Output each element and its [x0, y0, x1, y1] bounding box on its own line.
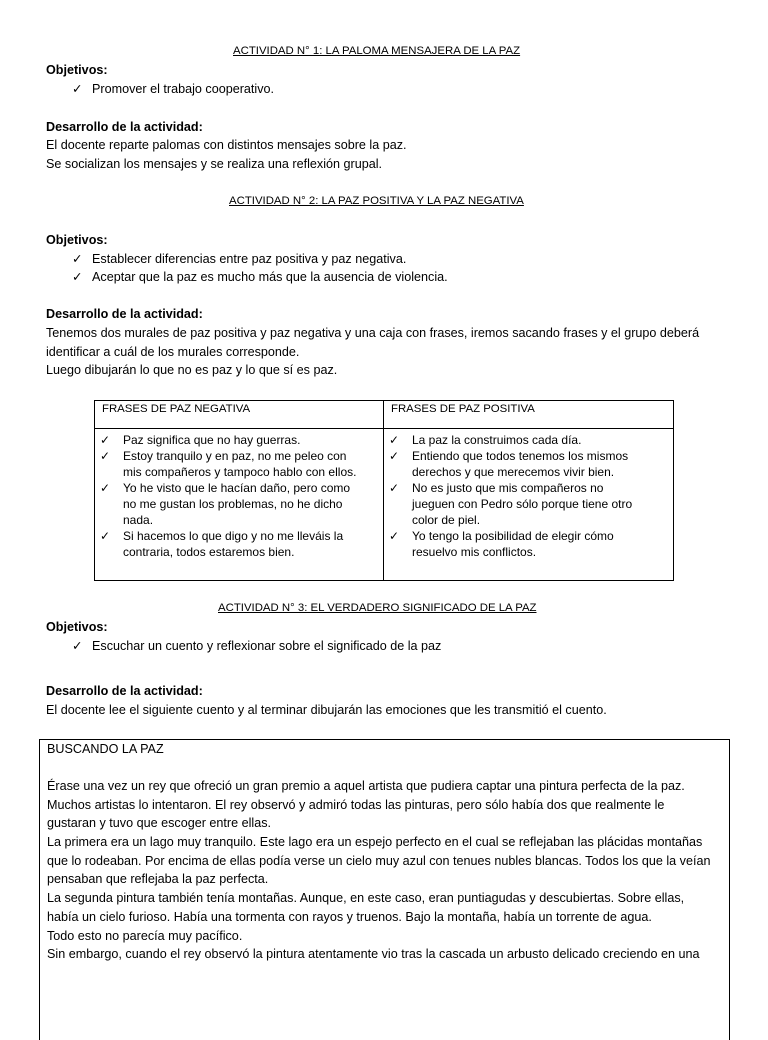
activity-3-development-line: El docente lee el siguiente cuento y al terminar dibujarán las emociones que les transmitió el cuento. — [46, 703, 607, 717]
check-icon: ✓ — [389, 449, 400, 463]
activity-1-development-line: El docente reparte palomas con distintos mensajes sobre la paz. — [46, 138, 407, 152]
activity-2-development-line: identificar a cuál de los murales corresponde. — [46, 345, 300, 359]
story-line: Sin embargo, cuando el rey observó la pintura atentamente vio tras la cascada un arbusto delicado creciendo en una — [47, 947, 700, 961]
positive-peace-cell — [384, 429, 674, 581]
story-line: había un cielo furioso. Había una tormenta con rayos y truenos. Bajo la montaña, había un torrente de agua. — [47, 910, 652, 924]
check-icon: ✓ — [72, 82, 83, 96]
positive-peace-header: FRASES DE PAZ POSITIVA — [384, 401, 674, 429]
check-icon: ✓ — [72, 639, 83, 653]
check-icon: ✓ — [100, 481, 111, 495]
negative-phrase-item: ✓ Yo he visto que le hacían daño, pero como no me gustan los problemas, no he dicho nada. — [100, 481, 351, 527]
activity-3-objectives-label: Objetivos: — [46, 620, 108, 634]
story-line: Érase una vez un rey que ofreció un gran premio a aquel artista que pudiera captar una pintura perfecta de la paz. — [47, 779, 685, 793]
activity-2-development-label: Desarrollo de la actividad: — [46, 307, 203, 321]
activity-1-objective-item: ✓ Promover el trabajo cooperativo. — [72, 82, 275, 96]
activity-2-objective-item: ✓ Aceptar que la paz es mucho más que la ausencia de violencia. — [72, 270, 448, 284]
negative-peace-header: FRASES DE PAZ NEGATIVA — [95, 401, 384, 429]
positive-phrase-item: ✓ No es justo que mis compañeros no jueguen con Pedro sólo porque tiene otro color de piel. — [389, 481, 633, 527]
activity-1-development-label: Desarrollo de la actividad: — [46, 120, 203, 134]
activity-3-development-label: Desarrollo de la actividad: — [46, 684, 203, 698]
check-icon: ✓ — [389, 529, 400, 543]
positive-phrase-item: ✓ Yo tengo la posibilidad de elegir cómo resuelvo mis conflictos. — [389, 529, 614, 559]
story-line: Muchos artistas lo intentaron. El rey observó y admiró todas las pinturas, pero sólo había dos que realmente le — [47, 798, 665, 812]
story-line: gustaran y tuvo que escoger entre ellas. — [47, 816, 272, 830]
check-icon: ✓ — [72, 252, 83, 266]
check-icon: ✓ — [100, 433, 111, 447]
activity-3-title: ACTIVIDAD N° 3: EL VERDADERO SIGNIFICADO DE LA PAZ — [218, 602, 537, 614]
activity-2-objective-item: ✓ Establecer diferencias entre paz positiva y paz negativa. — [72, 252, 407, 266]
activity-2-development-line: Tenemos dos murales de paz positiva y paz negativa y una caja con frases, iremos sacando frases y el grupo deberá — [46, 326, 700, 340]
check-icon: ✓ — [389, 481, 400, 495]
activity-1-title: ACTIVIDAD N° 1: LA PALOMA MENSAJERA DE LA PAZ — [233, 45, 521, 57]
activity-2-title: ACTIVIDAD N° 2: LA PAZ POSITIVA Y LA PAZ NEGATIVA — [229, 195, 524, 207]
activity-1-development-line: Se socializan los mensajes y se realiza una reflexión grupal. — [46, 157, 383, 171]
story-line: que lo rodeaban. Por encima de ellas podía verse un cielo muy azul con tenues nubles blancas. Todos los que la veían — [47, 854, 711, 868]
positive-phrase-item: ✓ La paz la construimos cada día. — [389, 433, 582, 447]
story-line: pensaban que reflejaba la paz perfecta. — [47, 872, 269, 886]
story-box — [39, 739, 730, 1040]
negative-phrase-item: ✓ Estoy tranquilo y en paz, no me peleo con mis compañeros y tampoco hablo con ellos. — [100, 449, 357, 479]
story-line: La primera era un lago muy tranquilo. Este lago era un espejo perfecto en el cual se reflejaban las plácidas montañas — [47, 835, 703, 849]
check-icon: ✓ — [100, 529, 111, 543]
negative-peace-cell — [95, 429, 384, 581]
positive-phrase-item: ✓ Entiendo que todos tenemos los mismos derechos y que merecemos vivir bien. — [389, 449, 629, 479]
activity-2-development-line: Luego dibujarán lo que no es paz y lo que sí es paz. — [46, 363, 338, 377]
phrases-table — [94, 400, 674, 581]
negative-phrase-item: ✓ Si hacemos lo que digo y no me lleváis la contraria, todos estaremos bien. — [100, 529, 344, 559]
story-line: Todo esto no parecía muy pacífico. — [47, 929, 243, 943]
check-icon: ✓ — [389, 433, 400, 447]
negative-phrase-item: ✓ Paz significa que no hay guerras. — [100, 433, 301, 447]
activity-2-objectives-label: Objetivos: — [46, 233, 108, 247]
story-line: La segunda pintura también tenía montañas. Aunque, en este caso, eran puntiagudas y descubiertas. Sobre ellas, — [47, 891, 685, 905]
check-icon: ✓ — [100, 449, 111, 463]
activity-1-objectives-label: Objetivos: — [46, 63, 108, 77]
activity-3-objective-item: ✓ Escuchar un cuento y reflexionar sobre el significado de la paz — [72, 639, 442, 653]
check-icon: ✓ — [72, 270, 83, 284]
story-title: BUSCANDO LA PAZ — [47, 742, 164, 756]
